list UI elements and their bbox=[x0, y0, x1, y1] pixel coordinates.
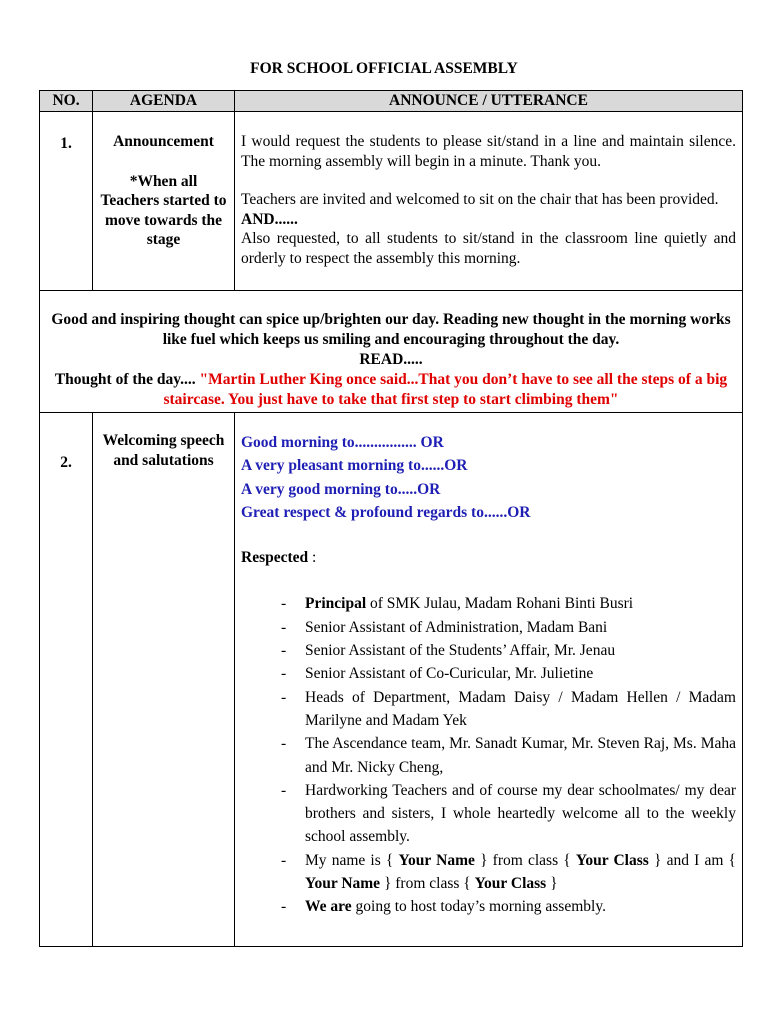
list-item bbox=[241, 662, 736, 685]
announce-paragraph: Teachers are invited and welcomed to sit on the chair that has been provided. bbox=[241, 191, 719, 208]
role-text: Senior Assistant of Administration, Madam Bani bbox=[305, 618, 608, 636]
thought-of-day bbox=[44, 370, 738, 410]
table-row bbox=[40, 413, 743, 947]
list-dash: - bbox=[281, 618, 287, 636]
agenda-note: *When all Teachers started to move towards the stage bbox=[100, 172, 227, 248]
header-agenda: AGENDA bbox=[93, 91, 235, 112]
role-text: going to host today’s morning assembly. bbox=[351, 898, 606, 916]
thought-intro: Good and inspiring thought can spice up/brighten our day. Reading new thought in the morning works like fuel which keeps us smiling and encouraging throughout the day. bbox=[51, 311, 731, 348]
list-item bbox=[241, 592, 736, 615]
announce-paragraph: Also requested, to all students to sit/stand in the classroom line quietly and orderly to respect the assembly this morning. bbox=[241, 230, 736, 267]
list-item bbox=[241, 895, 736, 918]
list-item bbox=[241, 616, 736, 639]
list-dash: - bbox=[281, 595, 287, 613]
role-text: Heads of Department, Madam Daisy / Madam Hellen / Madam Marilyne and Madam Yek bbox=[305, 688, 736, 729]
role-text: Hardworking Teachers and of course my dear schoolmates/ my dear brothers and sisters, I whole heartedly welcome all to the weekly school assembly. bbox=[305, 781, 736, 846]
list-dash: - bbox=[281, 851, 287, 869]
list-dash: - bbox=[281, 898, 287, 916]
header-no: NO. bbox=[40, 91, 93, 112]
list-item bbox=[241, 686, 736, 733]
role-text: of SMK Julau, Madam Rohani Binti Busri bbox=[366, 595, 634, 613]
assembly-table bbox=[39, 90, 743, 947]
placeholder-class: Your Class bbox=[474, 875, 547, 893]
thought-row bbox=[40, 291, 743, 413]
placeholder-name: Your Name bbox=[305, 875, 381, 893]
role-text: The Ascendance team, Mr. Sanadt Kumar, Mr. Steven Raj, Ms. Maha and Mr. Nicky Cheng, bbox=[305, 735, 736, 776]
respected-colon: : bbox=[308, 549, 317, 567]
role-bold: We are bbox=[305, 898, 352, 916]
greeting-line: Good morning to................ OR bbox=[241, 434, 444, 451]
thought-cell bbox=[40, 291, 743, 413]
agenda-cell bbox=[93, 112, 235, 291]
announce-paragraph: I would request the students to please sit/stand in a line and maintain silence. The morning assembly will begin in a minute. Thank you. bbox=[241, 133, 736, 170]
list-item bbox=[241, 732, 736, 779]
header-announce: ANNOUNCE / UTTERANCE bbox=[235, 91, 743, 112]
announce-cell bbox=[235, 413, 743, 947]
table-header-row bbox=[40, 91, 743, 112]
agenda-title: Announcement bbox=[113, 133, 214, 150]
list-dash: - bbox=[281, 665, 287, 683]
announce-cell bbox=[235, 112, 743, 291]
row-number: 2. bbox=[40, 413, 93, 947]
thought-read: READ..... bbox=[359, 351, 423, 368]
role-text: Senior Assistant of the Students’ Affair, Mr. Jenau bbox=[305, 642, 616, 660]
list-dash: - bbox=[281, 642, 287, 660]
thought-quote: "Martin Luther King once said...That you don’t have to see all the steps of a big staircase. You just have to take that first step to start climbing them" bbox=[163, 371, 728, 408]
greeting-line: A very good morning to.....OR bbox=[241, 480, 441, 498]
role-text: My name is { bbox=[305, 851, 399, 869]
greeting-line: Great respect & profound regards to......OR bbox=[241, 503, 531, 521]
list-item bbox=[241, 639, 736, 662]
placeholder-class: Your Class bbox=[575, 851, 649, 869]
list-item bbox=[241, 779, 736, 849]
role-text: } and I am { bbox=[648, 851, 736, 869]
list-item bbox=[241, 849, 736, 896]
agenda-title: Welcoming speech and salutations bbox=[93, 413, 235, 947]
role-text: } from class { bbox=[474, 851, 576, 869]
role-bold: Principal bbox=[305, 595, 367, 613]
respected-label bbox=[241, 546, 736, 569]
thought-prefix: Thought of the day.... bbox=[54, 371, 196, 388]
list-dash: - bbox=[281, 735, 287, 753]
document-title: FOR SCHOOL OFFICIAL ASSEMBLY bbox=[250, 60, 518, 77]
role-text: } bbox=[546, 875, 558, 893]
role-text: Senior Assistant of Co-Curicular, Mr. Julietine bbox=[305, 665, 594, 683]
list-dash: - bbox=[281, 781, 287, 799]
announce-and: AND...... bbox=[241, 210, 298, 228]
respected-word: Respected bbox=[241, 549, 309, 567]
table-row bbox=[40, 112, 743, 291]
list-dash: - bbox=[281, 688, 287, 706]
row-number: 1. bbox=[40, 112, 93, 291]
salutation-list bbox=[241, 592, 736, 918]
placeholder-name: Your Name bbox=[398, 851, 475, 869]
greeting-line: A very pleasant morning to......OR bbox=[241, 457, 468, 475]
role-text: } from class { bbox=[380, 875, 475, 893]
